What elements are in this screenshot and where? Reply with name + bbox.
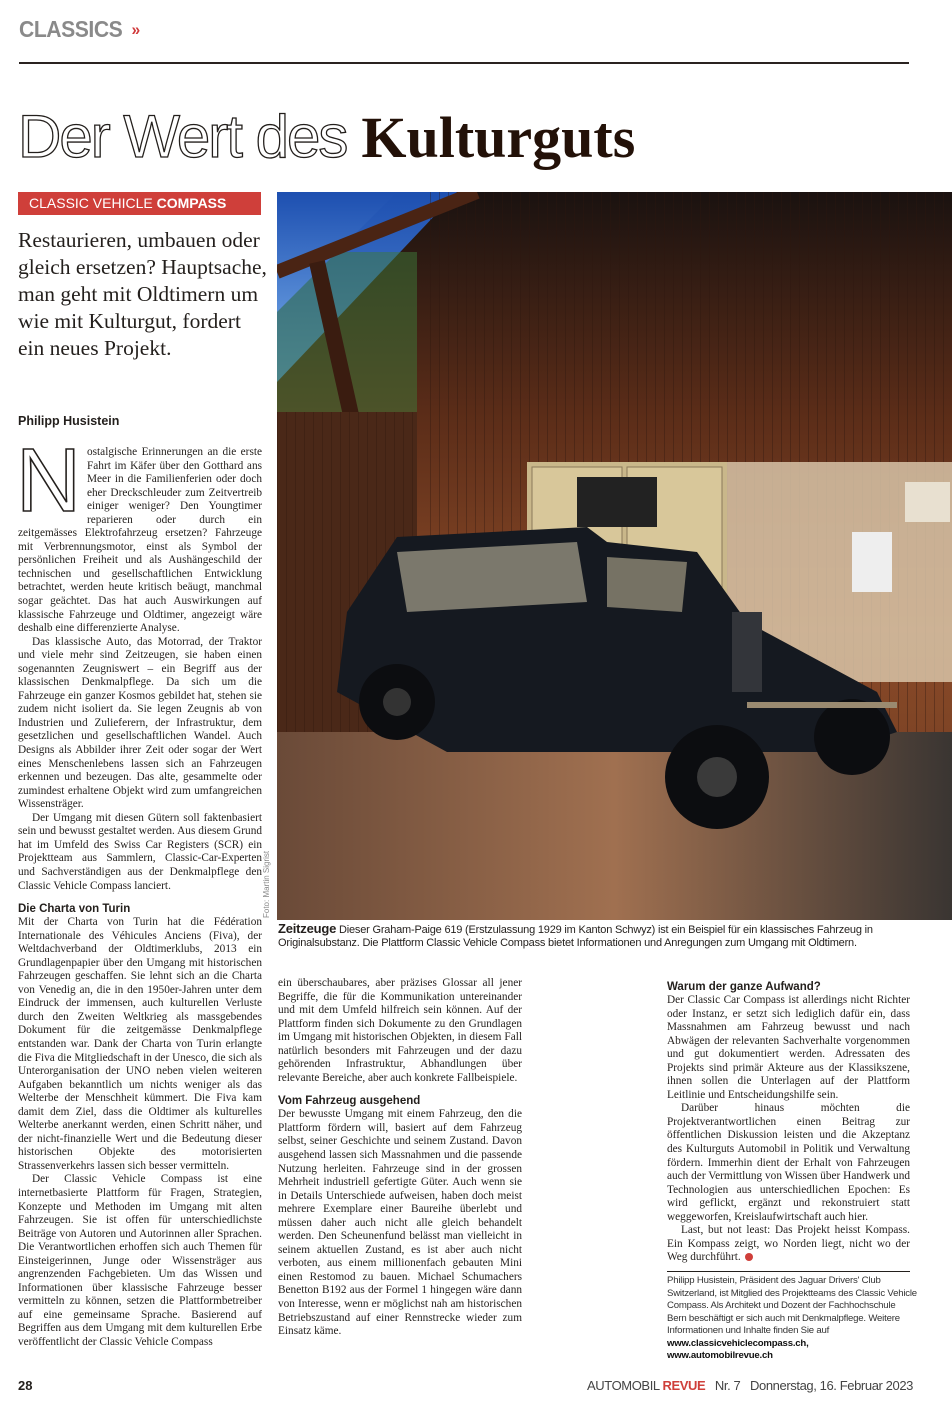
- page-number: 28: [18, 1378, 33, 1393]
- title-bold: Kulturguts: [361, 105, 636, 170]
- issue-number: Nr. 7: [714, 1378, 741, 1393]
- bio-text: Philipp Husistein, Präsident des Jaguar Drivers' Club Switzerland, ist Mitglied des Projektteams des Classic Vehicle Compass. Als Architekt und Dozent der Fachhochschule Bern beschäftigt er sich auch mit Denkmalpflege. Weitere Informationen und Inhalte finden Sie auf: [667, 1275, 917, 1336]
- subheading: Warum der ganze Aufwand?: [667, 981, 821, 993]
- article-title: [18, 102, 635, 173]
- vintage-car-photo: [277, 192, 952, 920]
- author-bio: [667, 1275, 917, 1363]
- paragraph: [16, 431, 262, 636]
- paragraph: Mit der Charta von Turin hat die Fédération Internationale des Véhicules Anciens (Fiva), der Weltdachverband der Oldtimerklubs, 2013 ein Grundlagenpapier über den Umgang mit historischen Fahrzeugen geschaffen. Sie lehnt sich an die Charta von Venedig an, die in den 1950er-Jahren unter dem Eindruck der immensen, auch kulturellen Verluste durch den Zweiten Weltkrieg als massgebendes Dokument für die zeitgemässe Denkmalpflege entstanden war. Dank der Charta von Turin erlangte die Fiva die Mitgliedschaft in der Unesco, die sich als Unterorganisation der UNO neben vielen weiteren Aufgaben bekanntlich um nichts weniger als das Welterbe der Menschheit kümmert. Die Fiva kam damit dem Ziel, dass die Oldtimer als kulturelles Welterbe anerkannt werden, einen Schritt näher, und der nicht-finanzielle Wert und die Bedeutung dieser historischen Objekte des motorisierten Strassenverkehrs lassen sich besser vermitteln.: [18, 916, 262, 1172]
- text-column-2: [278, 977, 522, 1339]
- section-label: [19, 16, 140, 43]
- article-photo: [277, 192, 952, 920]
- bio-divider: [667, 1271, 910, 1272]
- paragraph-text: ostalgische Erinnerungen an die erste Fahrt im Käfer über den Gotthard ans Meer in die Familienferien oder doch eher Dreckschleuder zum Zeitvertreib einiger weniger? Den Youngtimer reparieren oder durch ein zeitgemässes Elektrofahrzeug ersetzen? Fahrzeuge mit Verbrennungsmotor, einst als Symbol der persönlichen Freiheit und als Aushängeschild der technischen und gesellschaftlichen Entwicklung betrachtet, werden heute kritisch beäugt, manchmal sogar geächtet. Das hat auch Auswirkungen auf klassische Fahrzeuge und Oldtimer, angezeigt wäre deshalb eine differenzierte Analyse.: [18, 446, 262, 635]
- paragraph: Der Classic Vehicle Compass ist eine internetbasierte Plattform für Fragen, Strategien, Konzepte und Methoden im Umgang mit alten Fahrzeugen. Sie ist offen für unterschiedlichste Beiträge von Autoren und Autorinnen aller Sprachen. Die Verantwortlichen erhoffen sich auch Themen für Einsteigerinnen, Junge oder Wissensträger aus angrenzenden Fachgebieten. Um das Wissen und Informationen über klassische Fahrzeuge besser vermitteln zu können, setzen die Plattformbetreiber auf eine gemeinsame Sprache. Basierend auf Begriffen aus dem Umgang mit dem kulturellen Erbe veröffentlicht der Classic Vehicle Compass: [18, 1173, 262, 1348]
- paragraph: Das klassische Auto, das Motorrad, der Traktor und viele mehr sind Zeitzeugen, sie haben einen sogenannten Zeugniswert – ein Begriff aus der klassischen Denkmalpflege. Da sich um die Fahrzeuge ein ganzer Kosmos gebildet hat, stehen sie zudem nicht isoliert da. Sie legen Zeugnis ab von Industrien und Zulieferern, der Infrastruktur, dem gesetzlichen und gesellschaftlichen Wandel. Auch Designs als Abbilder ihrer Zeit oder sogar der Wert eines Menschenlebens lassen sich an Fahrzeugen erkennen und bezeugen. Das alte, gesammelte oder zumindest erhaltene Objekt wird zum umfangreichen Wissensträger.: [18, 635, 262, 811]
- section-name: CLASSICS: [19, 16, 123, 42]
- paragraph: Darüber hinaus möchten die Projektverantwortlichen einen Beitrag zur öffentlichen Diskussion leisten und die Akzeptanz des Kulturguts Automobil in Politik und Verwaltung fördern. Immerhin dient der Erhalt von Fahrzeugen auch der Vermittlung von Wissen über Handwerk und Technologien aus unterschiedlichen Epochen: Es wird geflickt, ergänzt und rekonstruiert statt weggeworfen, Kreislaufwirtschaft auch hier.: [667, 1102, 910, 1223]
- paragraph: Der bewusste Umgang mit einem Fahrzeug, den die Plattform fördern will, basiert auf dem Fahrzeug selbst, seiner Geschichte und seinem Zustand. Davon ausgehend lassen sich Massnahmen und die passende Nutzung herleiten. Fahrzeuge sind in der grossen Mehrheit industriell gefertigte Güter. Auch wenn sie in Details Unterschiede aufweisen, haben doch meist mehrere Exemplare einer Baureihe überlebt und müssen daher auch nicht alle gleich behandelt werden. Den Scheunenfund belässt man vielleicht in seinem aktuellen Zustand, es ist aber auch nicht verboten, aus einem millionenfach gebauten Mini einen Restomod zu bauen. Michael Schumachers Benetton B192 aus der Formel 1 hingegen wäre dann von Interesse, wenn er möglichst nah am historischen Betriebszustand auf einer Rennstrecke wieder zum Einsatz käme.: [278, 1108, 522, 1338]
- brand-light: AUTOMOBIL: [587, 1378, 660, 1393]
- kicker-light: CLASSIC VEHICLE: [29, 195, 153, 211]
- subheading: Vom Fahrzeug ausgehend: [278, 1095, 421, 1108]
- issue-date: Donnerstag, 16. Februar 2023: [750, 1378, 913, 1393]
- end-mark-icon: [745, 1253, 753, 1261]
- text-column-3: [667, 980, 910, 1265]
- brand-bold: REVUE: [662, 1378, 706, 1393]
- paragraph-text: Last, but not least: Das Projekt heisst Kompass. Ein Kompass zeigt, wo Norden liegt, nicht wo der Weg durchführt.: [667, 1224, 910, 1264]
- link-classicvehiclecompass[interactable]: www.classicvehiclecompass.ch,: [667, 1337, 809, 1349]
- text-column-1: [16, 431, 262, 1350]
- paragraph: ein überschaubares, aber präzises Glossar all jener Begriffe, die für die Kommunikation untereinander und mit dem Umfeld hilfreich sein können. Auf der Plattform finden sich Dokumente zu den Grundlagen im Umgang mit historischen Objekten, in diesem Fall natürlich besonders mit Fahrzeugen und der dazu gehörenden Infrastruktur, Abhandlungen über relevante Bereiche, aber auch konkrete Fallbeispiele.: [278, 977, 522, 1084]
- title-light: Der Wert des: [18, 103, 347, 170]
- drop-cap: N: [16, 431, 81, 531]
- paragraph: Der Umgang mit diesen Gütern soll faktenbasiert sein und bewusst gestaltet werden. Aus diesem Grund hat im Umfeld des Swiss Car Registers (SCR) ein Projektteam aus Sammlern, Classic-Car-Experten und Sachverständigen aus der Denkmalpflege den Classic Vehicle Compass lanciert.: [18, 811, 262, 892]
- paragraph: [667, 1224, 910, 1265]
- kicker-bold: COMPASS: [156, 195, 227, 211]
- photo-credit: Foto: Martin Sigrist: [262, 850, 271, 918]
- lead-text: Restaurieren, umbauen oder gleich ersetzen? Hauptsache, man geht mit Oldtimern um wie mit Kulturgut, fordert ein neues Projekt.: [18, 228, 267, 360]
- paragraph: Der Classic Car Compass ist allerdings nicht Richter oder Instanz, er setzt sich lediglich dafür ein, dass Massnahmen am Fahrzeug bewusst und nach Abwägen der relevanten Sachverhalte vorgenommen und gut dokumentiert werden. Adressaten des Projekts sind primär Akteure aus der Klassikszene, ihnen sollen die Unterlagen auf der Plattform Leitlinie und Entscheidungshilfe sein.: [667, 994, 910, 1101]
- subheading: Die Charta von Turin: [18, 903, 131, 916]
- double-chevron-icon: »: [131, 20, 140, 39]
- caption-title: Zeitzeuge: [278, 921, 337, 936]
- caption-text: Dieser Graham-Paige 619 (Erstzulassung 1929 im Kanton Schwyz) ist ein Beispiel für ein klassisches Fahrzeug in Originalsubstanz. Die Plattform Classic Vehicle Compass bietet Informationen und Anregungen zum Umgang mit Oldtimern.: [278, 924, 873, 949]
- link-automobilrevue[interactable]: www.automobilrevue.ch: [667, 1350, 773, 1361]
- footer-info: [587, 1378, 913, 1393]
- photo-caption: [278, 922, 948, 950]
- author-byline: Philipp Husistein: [18, 414, 120, 428]
- header-divider: [19, 62, 909, 64]
- series-kicker: [18, 192, 261, 215]
